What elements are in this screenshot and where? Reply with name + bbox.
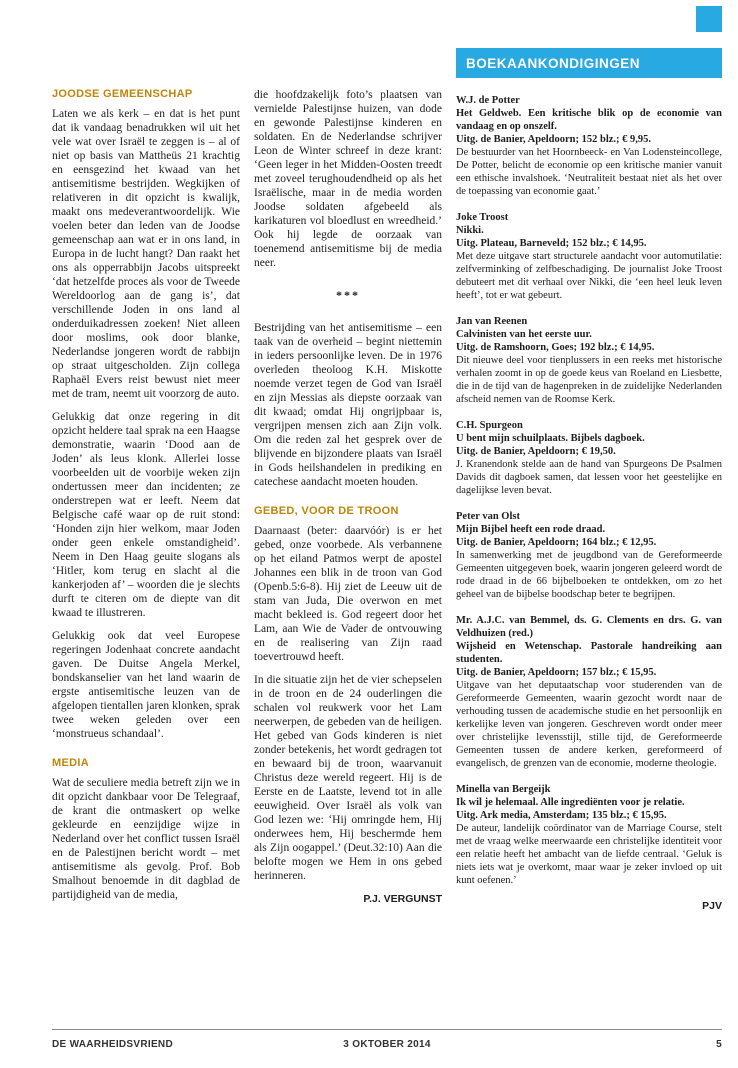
paragraph: Gelukkig dat onze regering in dit opzicht heldere taal sprak na een Haagse demonstratie, waarin ‘Dood aan de Joden’ als leus klonk. Allerlei losse voorbeelden uit de voorbije weken zijn ondertussen meer dan incidenten; ze onderstrepen wat er leeft. Neem dat Belgische café waar op de ruit stond: ‘Honden zijn hier welkom, maar Joden onder geen enkele omstandigheid’. Neem in Den Haag geuite slogans als ‘Hitler, kom terug en slacht al die kankerjoden af’ – woorden die je slechts durft te citeren om de diepte van dit kwaad te illustreren. — [52, 411, 240, 619]
book-entry — [456, 783, 722, 887]
paragraph: Laten we als kerk – en dat is het punt dat ik vandaag benadrukken wil uit het vele wat over Israël te zeggen is – al of niet op basis van Mattheüs 21 krachtig en eensgezind het kwaad van het antisemitisme bestrijden. Wegkijken of relativeren in dit opzicht is kwalijk, maakt ons medeverantwoordelijk. Wie voelen beter dan leden van de Joodse gemeenschap aan wat er in ons land, in Europa in de lucht hangt? Dan raakt het ons als opperrabbijn Jacobs uitspreekt ‘dat hetzelfde proces als voor de Tweede Wereldoorlog aan de gang is’, dat verschillende Joden in ons land al onderduikadressen zoeken! Niet alleen door moslims, ook door blanke, Nederlandse jongeren wordt de rabbijn op straat uitgescholden. Zijn collega Raphaël Evers reist bewust niet meer met de tram, neemt uit voorzorg de auto. — [52, 108, 240, 400]
article-column-middle — [254, 48, 442, 1012]
book-author: Joke Troost — [456, 212, 509, 223]
book-entry — [456, 614, 722, 770]
footer-publication: DE WAARHEIDSVRIEND — [52, 1039, 173, 1050]
book-title: Het Geldweb. Een kritische blik op de economie van vandaag en op onszelf. — [456, 108, 722, 132]
book-publisher: Uitg. de Banier, Apeldoorn; 152 blz.; € 9,95. — [456, 134, 652, 145]
book-description: Met deze uitgave start structurele aandacht voor automutilatie: zelfverminking of zelfbeschadiging. De journalist Joke Troost debuteert met dit verhaal over Nikki, die ‘een heel leuk leven heeft’, tot er wat gebeurt. — [456, 251, 722, 301]
book-author: Jan van Reenen — [456, 316, 528, 327]
book-entry — [456, 94, 722, 198]
book-title: Ik wil je helemaal. Alle ingrediënten voor je relatie. — [456, 797, 685, 808]
paragraph: Wat de seculiere media betreft zijn we in dit opzicht dankbaar voor De Telegraaf, de krant die ontmaskert op welke gekleurde en eenzijdige wijze in Nederland over het conflict tussen Israël en de Palestijnen bericht wordt – met antisemitisme als gevolg. Prof. Bob Smalhout benoemde in dit dagblad de partijdigheid van de media, — [52, 777, 240, 901]
book-publisher: Uitg. de Banier, Apeldoorn; 157 blz.; € 15,95. — [456, 667, 657, 678]
paragraph: Daarnaast (beter: daarvóór) is er het gebed, onze voorbede. Als verbannene op het eiland Patmos werpt de apostel Johannes een blik in de troon van God (Openb.5:6-8). Hij ziet de Leeuw uit de stam van Juda, Die overwon en met macht bekleed is. God regeert door het Lam, aan Wie de Vader de ontvouwing en de realisering van Zijn raad toevertrouwd heeft. — [254, 525, 442, 663]
section-heading-joodse-gemeenschap: JOODSE GEMEENSCHAP — [52, 88, 193, 100]
paragraph: In die situatie zijn het de vier schepselen in de troon en de 24 ouderlingen die schalen vol reukwerk voor het Lam neerwerpen, de gebeden van de heiligen. Het gebed van Gods kinderen is niet zonder betekenis, het wordt gedragen tot en bewaard bij de troon, waarvanuit Christus deze wereld regeert. Hij is de Eerste en de Laatste, levend tot in alle eeuwigheid. Over Israël als volk van God lezen we: ‘Hij omringde hem, Hij onderwees hem, Hij beschermde hem als Zijn oogappel.’ (Deut.32:10) Aan die belofte mogen we Hem in ons gebed herinneren. — [254, 674, 442, 882]
book-publisher: Uitg. de Banier, Apeldoorn; 164 blz.; € 12,95. — [456, 537, 657, 548]
footer-date: 3 OKTOBER 2014 — [343, 1039, 431, 1050]
book-author: Mr. A.J.C. van Bemmel, ds. G. Clements en drs. G. van Veldhuizen (red.) — [456, 615, 722, 639]
text-separator: *** — [336, 288, 360, 302]
author-signature: P.J. VERGUNST — [363, 893, 442, 905]
book-title: Calvinisten van het eerste uur. — [456, 329, 592, 340]
paragraph: Gelukkig ook dat veel Europese regeringen Jodenhaat concrete aandacht gaven. De Duitse Angela Merkel, bondskanselier van het land waarin de ergste antisemitische leuzen van de afgelopen tientallen jaren klonken, sprak twee weken geleden over een ‘monstrueus schandaal’. — [52, 630, 240, 740]
book-title: Wijsheid en Wetenschap. Pastorale handreiking aan studenten. — [456, 641, 722, 665]
page-content — [52, 48, 722, 1012]
book-author: C.H. Spurgeon — [456, 420, 523, 431]
book-publisher: Uitg. Ark media, Amsterdam; 135 blz.; € 15,95. — [456, 810, 667, 821]
section-heading-gebed-voor-de-troon: GEBED, VOOR DE TROON — [254, 505, 399, 517]
paragraph: Bestrijding van het antisemitisme – een taak van de overheid – begint niettemin in ieders persoonlijke leven. De in 1976 overleden theoloog K.H. Miskotte noemde verzet tegen de God van Israël en zijn Messias als diepste oorzaak van dit kwaad; omdat Hij ongrijpbaar is, vergrijpen mensen zich aan Zijn volk. Om die reden zal het gesprek over de blijvende en bijzondere plaats van Israël in Gods heilshandelen in prediking en catechese aandacht moeten houden. — [254, 322, 442, 488]
book-entry — [456, 315, 722, 406]
article-column-left — [52, 48, 240, 1012]
page-footer — [52, 1029, 722, 1050]
book-description: J. Kranendonk stelde aan de hand van Spurgeons De Psalmen Davids dit dagboek samen, dat lessen voor het geestelijke en dagelijkse leven bevat. — [456, 459, 722, 496]
book-title: Mijn Bijbel heeft een rode draad. — [456, 524, 606, 535]
book-description: De auteur, landelijk coördinator van de Marriage Course, stelt met de vraag welke meerwaarde een christelijke identiteit voor een relatie heeft het ambacht van de liefde centraal. ‘Geluk is niets iets wat je overkomt, maar waar je zeker invloed op uit kunt oefenen.’ — [456, 823, 722, 886]
book-publisher: Uitg. Plateau, Barneveld; 152 blz.; € 14,95. — [456, 238, 647, 249]
book-description: Uitgave van het deputaatschap voor studerenden van de Gereformeerde Gemeenten, waarin gezocht wordt naar de verhouding tussen de academische studie en het persoonlijk en kerkelijke leven van jongeren. Geschreven wordt onder meer over christelijke levensstijl, stille tijd, de Gereformeerde Gemeenten tussen de andere kerken, gereformeerd of evangelisch, de grenzen van de economie, moderne theologie. — [456, 680, 722, 769]
book-title: Nikki. — [456, 225, 484, 236]
book-author: W.J. de Potter — [456, 95, 520, 106]
book-title: U bent mijn schuilplaats. Bijbels dagboek. — [456, 433, 645, 444]
footer-page-number: 5 — [716, 1039, 722, 1050]
book-description: In samenwerking met de jeugdbond van de Gereformeerde Gemeenten uitgegeven boek, waarin jongeren geleerd wordt de rode draad in de 66 bijbelboeken te ontdekken, om zo het geheel van de bijbelse boodschap beter te begrijpen. — [456, 550, 722, 600]
book-author: Minella van Bergeijk — [456, 784, 551, 795]
books-banner: BOEKAANKONDIGINGEN — [456, 48, 722, 78]
book-author: Peter van Olst — [456, 511, 520, 522]
books-signature: PJV — [702, 900, 722, 912]
book-description: Dit nieuwe deel voor tienplussers in een reeks met historische verhalen zoomt in op de goede keus van Roeland en Liesbette, die in de tijd van de hagenpreken in de zuidelijke Nederlanden afscheid nemen van de Roomse Kerk. — [456, 355, 722, 405]
book-entry — [456, 419, 722, 497]
book-entry — [456, 211, 722, 302]
book-entry — [456, 510, 722, 601]
page-corner-marker — [696, 6, 722, 32]
paragraph: die hoofdzakelijk foto’s plaatsen van vernielde Palestijnse huizen, van dode en gewonde Palestijnse kinderen en soldaten. En de Nederlandse schrijver Leon de Winter schreef in deze krant: ‘Geen leger in het Midden-Oosten treedt met zoveel terughoudendheid op als het Israëlische, maar in de media worden Joodse soldaten afgebeeld als karikaturen vol bloedlust en wreedheid.’ Ook hij legde de oorzaak van toenemend antisemitisme bij de media neer. — [254, 89, 442, 269]
book-description: De bestuurder van het Hoornbeeck- en Van Lodensteincollege, De Potter, belicht de economie op een kritische manier vanuit een ethische invalshoek. ‘Neutraliteit bestaat niet als het over de toepassing van economie gaat.’ — [456, 147, 722, 197]
books-column — [456, 48, 722, 1012]
section-heading-media: MEDIA — [52, 757, 89, 769]
book-publisher: Uitg. de Ramshoorn, Goes; 192 blz.; € 14,95. — [456, 342, 655, 353]
book-publisher: Uitg. de Banier, Apeldoorn; € 19,50. — [456, 446, 616, 457]
